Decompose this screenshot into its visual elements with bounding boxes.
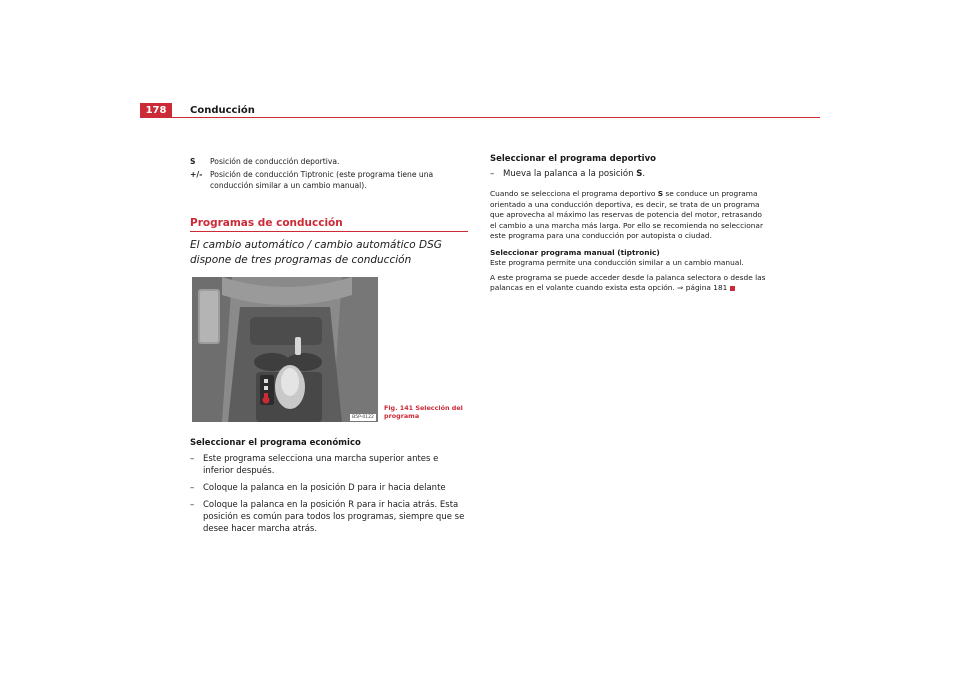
end-of-section-marker-icon [730,286,735,291]
economic-item-text: Este programa selecciona una marcha superior antes e inferior después. [203,454,439,476]
mode-key: S [190,157,196,166]
page-reference-arrow: ⇒ [677,283,684,292]
sport-heading: Seleccionar el programa deportivo [490,154,656,164]
manual-heading: Seleccionar programa manual (tiptronic) [490,247,660,257]
economic-item-3: – Coloque la palanca en la posición R para ir hacia atrás. Esta posición es común para todos los programas, siempre que se desee hacer marcha atrás. [190,499,468,535]
sport-item: – Mueva la palanca a la posición S. [490,169,646,179]
sport-item-tail: . [642,169,646,179]
section-subtitle: El cambio automático / cambio automático DSG dispone de tres programas de conducción [190,239,442,266]
sport-item-key: S [636,169,643,179]
manual-line-1: Este programa permite una conducción similar a un cambio manual. [490,258,744,267]
running-header-title: Conducción [190,105,255,116]
economic-program-section [190,438,468,535]
economic-item-2: – Coloque la palanca en la posición D para ir hacia delante [190,483,446,493]
page-number: 178 [140,103,172,118]
section-rule [190,231,468,232]
sport-program-section [490,154,770,294]
mode-list [190,156,468,193]
economic-heading: Seleccionar el programa económico [190,438,361,448]
page-reference-link[interactable]: página 181 [683,283,728,292]
figure-caption: Fig. 141 Selección del programa [384,404,463,420]
mode-text: Posición de conducción deportiva. [210,157,340,166]
mode-item-tiptronic [190,169,468,191]
section-title: Programas de conducción [190,217,343,229]
mode-item-s [190,156,468,167]
economic-item-text: Coloque la palanca en la posición D para ir hacia delante [203,483,446,493]
mode-key: +/- [190,170,203,179]
economic-item-text: Coloque la palanca en la posición R para ir hacia atrás. Esta posición es común para todos los programas, siempre que se desee hacer marcha atrás. [203,500,465,534]
gear-selector-illustration [192,277,378,422]
economic-item-1: – Este programa selecciona una marcha superior antes e inferior después. [190,453,468,477]
sport-item-text: Mueva la palanca a la posición [503,169,637,179]
figure-code: B5P-0122 [352,415,374,420]
manual-line-2: A este programa se puede acceder desde la palanca selectora o desde las palancas en el volante cuando exista esta opción. ⇒ página 181 [490,272,766,292]
mode-text: Posición de conducción Tiptronic (este programa tiene una conducción similar a un cambio manual). [210,170,434,190]
gear-selector-photo [192,277,378,422]
header-rule [172,117,820,118]
sport-description: Cuando se selecciona el programa deportivo S se conduce un programa orientado a una conducción deportiva, es decir, se trata de un programa que aprovecha al máximo las reservas de potencia del motor, retrasando el cambio a una marcha más larga. Por ello se recomienda no seleccionar este programa para una conducción por autopista o ciudad. [490,189,763,240]
